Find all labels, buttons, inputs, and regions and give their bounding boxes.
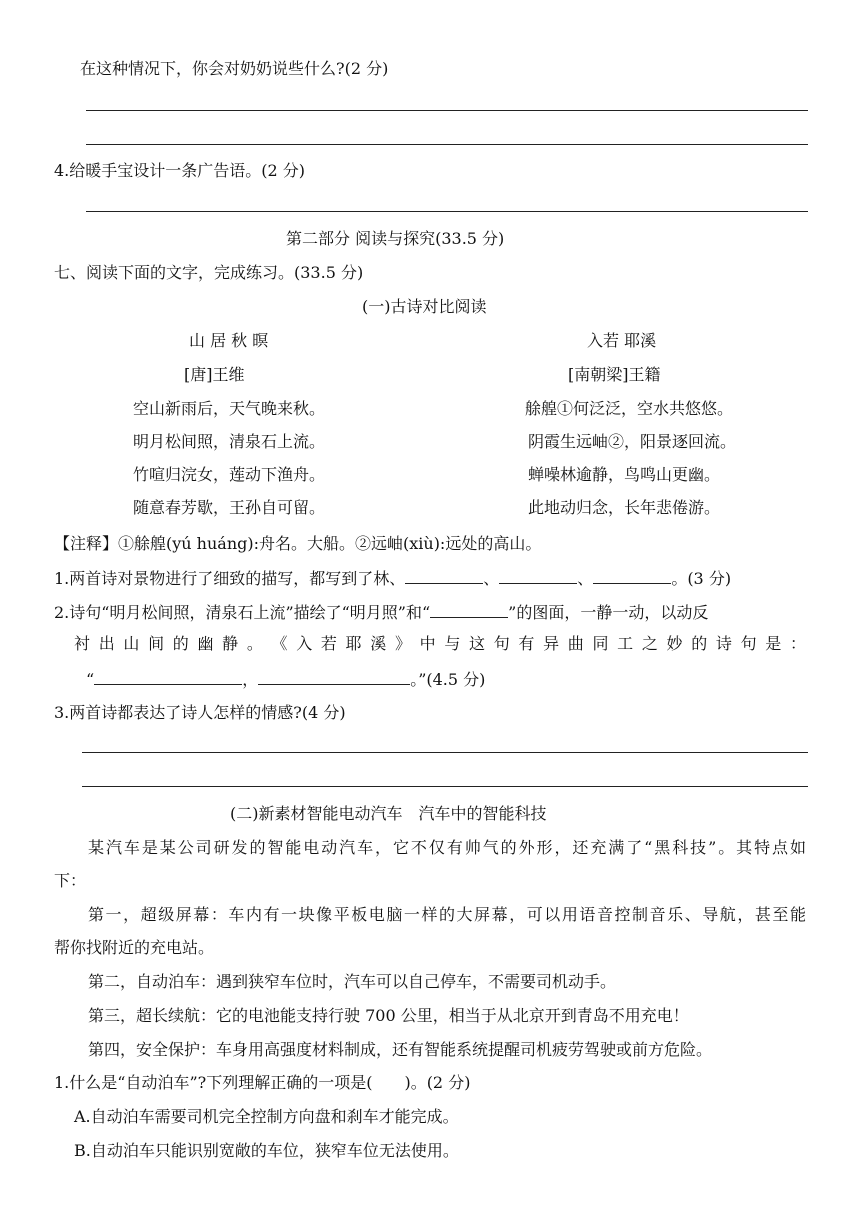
article-paragraph-cont: 帮你找附近的充电站。 — [54, 938, 215, 957]
section-heading: 七、阅读下面的文字，完成练习。(33.5 分) — [54, 263, 364, 282]
question-2-line2: 衬 出 山 间 的 幽 静 。 《 入 若 耶 溪 》 中 与 这 句 有 异 曲 同 工 之 妙 的 诗 句 是 ： — [74, 634, 806, 653]
answer-line — [86, 144, 808, 145]
score-text: 。(3 分) — [671, 569, 732, 588]
separator: ， — [242, 670, 259, 689]
article-paragraph: 第四，安全保护：车身用高强度材料制成，还有智能系统提醒司机疲劳驾驶或前方危险。 — [88, 1040, 713, 1059]
question-1-poem — [54, 567, 731, 589]
poem-line: 随意春芳歇，王孙自可留。 — [133, 498, 326, 517]
answer-line — [82, 786, 808, 787]
answer-line — [86, 211, 808, 212]
poem-author: [唐]王维 — [184, 365, 245, 384]
fill-blank[interactable] — [405, 567, 483, 584]
poem-line: 空山新雨后，天气晚来秋。 — [133, 399, 326, 418]
poem-author: [南朝梁]王籍 — [568, 365, 661, 384]
question-text: 2.诗句“明月松间照，清泉石上流”描绘了“明月照”和“ — [54, 603, 431, 622]
answer-line — [82, 752, 808, 753]
fill-blank[interactable] — [593, 567, 671, 584]
option-b[interactable]: B.自动泊车只能识别宽敞的车位，狭窄车位无法使用。 — [74, 1141, 459, 1160]
question-3-poem: 3.两首诗都表达了诗人怎样的情感?(4 分) — [54, 703, 346, 722]
question-text: 1.两首诗对景物进行了细致的描写，都写到了林、 — [54, 569, 406, 588]
fill-blank[interactable] — [499, 567, 577, 584]
fill-blank[interactable] — [258, 668, 410, 685]
option-a[interactable]: A.自动泊车需要司机完全控制方向盘和刹车才能完成。 — [74, 1107, 459, 1126]
poem-line: 此地动归念，长年悲倦游。 — [528, 498, 721, 517]
annotation-note: 【注释】①艅艎(yú huáng):舟名。大船。②远岫(xiù):远处的高山。 — [54, 534, 542, 553]
article-paragraph-cont: 下： — [54, 871, 87, 890]
separator: 、 — [483, 569, 500, 588]
poem-line: 艅艎①何泛泛，空水共悠悠。 — [525, 399, 734, 418]
quote-mark: “ — [86, 670, 95, 689]
question-2-line3 — [86, 668, 485, 690]
article-paragraph: 第二，自动泊车：遇到狭窄车位时，汽车可以自己停车，不需要司机动手。 — [88, 972, 617, 991]
answer-line — [86, 110, 808, 111]
poem-title: 山 居 秋 暝 — [189, 331, 269, 350]
score-text: 。”(4.5 分) — [410, 670, 486, 689]
article-paragraph: 某汽车是某公司研发的智能电动汽车，它不仅有帅气的外形，还充满了“黑科技”。其特点如 — [88, 838, 806, 857]
question-2-poem — [54, 601, 708, 623]
article-paragraph: 第一，超级屏幕：车内有一块像平板电脑一样的大屏幕，可以用语音控制音乐、导航，甚至能 — [88, 905, 806, 924]
question-text: ”的图面，一静一动，以动反 — [508, 603, 709, 622]
fill-blank[interactable] — [430, 601, 508, 618]
question-text: 在这种情况下，你会对奶奶说些什么?(2 分) — [80, 59, 389, 78]
question-1-car: 1.什么是“自动泊车”?下列理解正确的一项是( )。(2 分) — [54, 1073, 471, 1092]
question-4: 4.给暖手宝设计一条广告语。(2 分) — [54, 161, 306, 180]
poem-line: 竹喧归浣女，莲动下渔舟。 — [133, 465, 326, 484]
poem-line: 蝉噪林逾静，鸟鸣山更幽。 — [528, 465, 721, 484]
poem-line: 阴霞生远岫②，阳景逐回流。 — [528, 432, 737, 451]
separator: 、 — [577, 569, 594, 588]
fill-blank[interactable] — [94, 668, 242, 685]
part-title: 第二部分 阅读与探究(33.5 分) — [286, 229, 505, 248]
subsection-title: (二)新素材智能电动汽车 汽车中的智能科技 — [230, 804, 547, 823]
subsection-title: (一)古诗对比阅读 — [362, 297, 487, 316]
article-paragraph: 第三，超长续航：它的电池能支持行驶 700 公里，相当于从北京开到青岛不用充电！ — [88, 1006, 689, 1025]
poem-line: 明月松间照，清泉石上流。 — [133, 432, 326, 451]
poem-title: 入若 耶溪 — [587, 331, 657, 350]
